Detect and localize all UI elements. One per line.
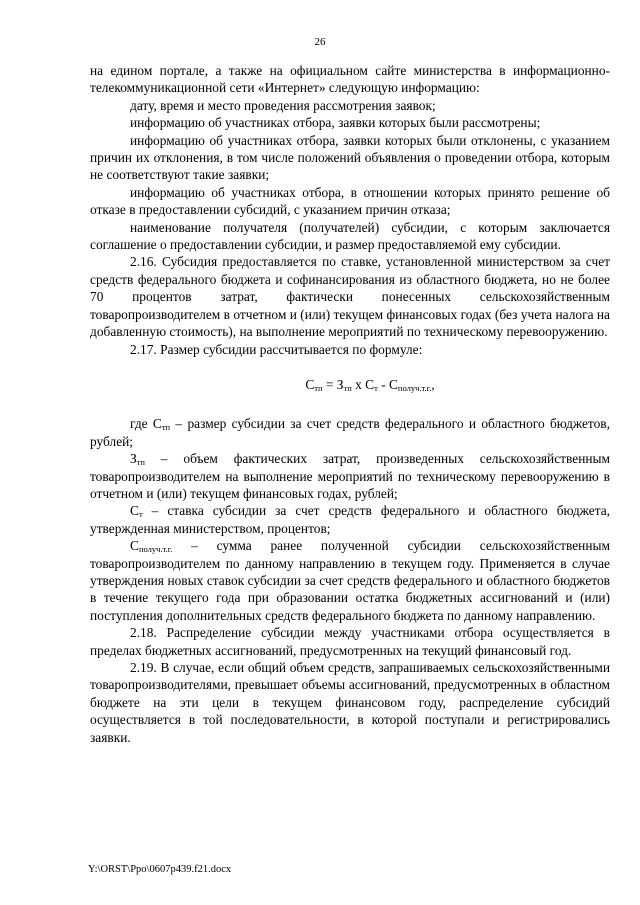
formula-part: С bbox=[305, 376, 315, 392]
paragraph: дату, время и место проведения рассмотрения заявок; bbox=[130, 97, 436, 113]
formula-part: - С bbox=[377, 376, 398, 392]
definition-text: – сумма ранее полученной субсидии сельскохозяйственным товаропроизводителем по данному направлению в текущем году. Применяется в случае утверждения новых ставок субсидии за счет средств федерального и областного бюджетов в течение текущего года при образовании остатка бюджетных ассигнований и (или) поступления дополнительных средств федерального бюджета по данному направлению. bbox=[90, 538, 610, 623]
symbol-subscript: получ.т.г. bbox=[138, 544, 173, 555]
formula-subscript: тп bbox=[343, 382, 352, 393]
file-path-footer: Y:\ORST\Ppo\0607p439.f21.docx bbox=[88, 864, 232, 875]
definition bbox=[90, 415, 610, 450]
formula-subscript: получ.т.г. bbox=[397, 382, 432, 393]
definition-text: – размер субсидии за счет средств федерального и областного бюджетов, рублей; bbox=[90, 416, 610, 449]
paragraph-2-16: 2.16. Субсидия предоставляется по ставке, установленной министерством за счет средств федерального бюджета и софинансирования из областного бюджета, но не более 70 процентов затрат, фактически понесенных сельскохозяйственным товаропроизводителем в отчетном и (или) текущем финансовых годах (без учета налога на добавленную стоимость), на выполнение мероприятий по техническому перевооружению. bbox=[90, 254, 610, 340]
symbol: где С bbox=[130, 416, 162, 432]
definition bbox=[90, 450, 610, 502]
formula-subscript: тп bbox=[314, 382, 323, 393]
document-body bbox=[90, 62, 610, 746]
paragraph-2-19: 2.19. В случае, если общий объем средств, запрашиваемых сельскохозяйственными товаропроизводителями, превышает объемы ассигнований, предусмотренных в областном бюджете на эти цели в текущем финансовом году, распределение субсидий осуществляется в той последовательности, в которой поступали и регистрировались заявки. bbox=[90, 660, 610, 745]
formula-part: x С bbox=[351, 376, 375, 392]
formula-subscript: т bbox=[374, 382, 378, 393]
definition bbox=[90, 537, 610, 624]
formula-part: , bbox=[431, 376, 435, 392]
definition-text: – объем фактических затрат, произведенных сельскохозяйственным товаропроизводителем на выполнение мероприятий по техническому перевооружению в отчетном и (или) текущем финансовых годах, рублей; bbox=[90, 451, 610, 501]
paragraph-2-17: 2.17. Размер субсидии рассчитывается по формуле: bbox=[130, 341, 423, 357]
symbol: З bbox=[130, 451, 137, 467]
symbol-subscript: т bbox=[138, 509, 143, 520]
formula-part: = З bbox=[322, 376, 344, 392]
definition-text: – ставка субсидии за счет средств федерального и областного бюджета, утвержденная министерством, процентов; bbox=[90, 503, 610, 536]
paragraph: на едином портале, а также на официальном сайте министерства в информационно-телекоммуникационной сети «Интернет» следующую информацию: bbox=[90, 63, 610, 96]
symbol: С bbox=[130, 538, 139, 554]
page-number: 26 bbox=[314, 36, 326, 48]
paragraph: информацию об участниках отбора, заявки которых были отклонены, с указанием причин их отклонения, в том числе положений объявления о проведении отбора, которым не соответствуют такие заявки; bbox=[90, 132, 610, 183]
symbol: С bbox=[130, 503, 139, 519]
paragraph: информацию об участниках отбора, заявки которых были рассмотрены; bbox=[130, 115, 541, 131]
paragraph-2-18: 2.18. Распределение субсидии между участниками отбора осуществляется в пределах бюджетных ассигнований, предусмотренных на текущий финансовый год. bbox=[90, 625, 610, 658]
paragraph: наименование получателя (получателей) субсидии, с которым заключается соглашение о предоставлении субсидии, и размер предоставляемой ему субсидии. bbox=[90, 219, 610, 253]
definition bbox=[90, 502, 610, 537]
symbol-subscript: тп bbox=[136, 457, 145, 468]
paragraph: информацию об участниках отбора, в отношении которых принято решение об отказе в предоставлении субсидий, с указанием причин отказа; bbox=[90, 184, 610, 218]
symbol-subscript: тп bbox=[161, 422, 171, 433]
subsidy-formula bbox=[90, 376, 610, 393]
